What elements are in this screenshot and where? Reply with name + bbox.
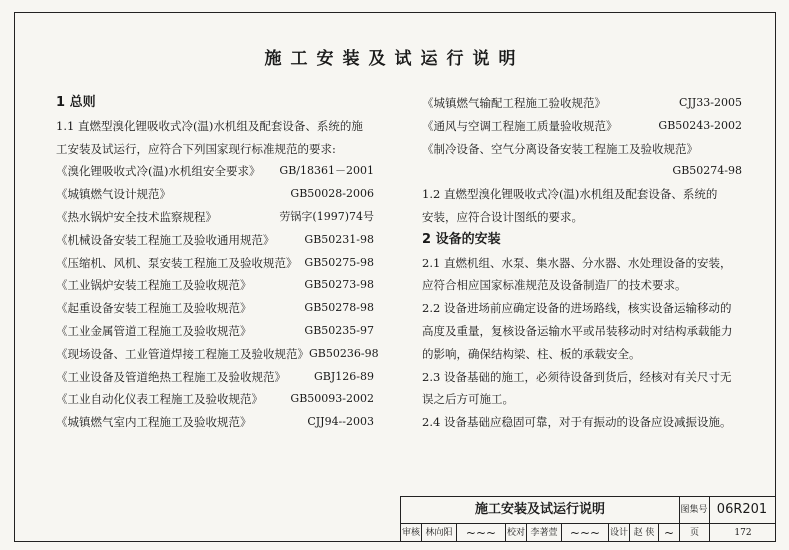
standard-code: CJJ33-2005 <box>679 96 742 109</box>
paragraph-line: 工安装及试运行，应符合下列国家现行标准规范的要求: <box>56 141 336 156</box>
atlas-label: 图集号 <box>679 497 710 523</box>
standard-name: 《现场设备、工业管道焊接工程施工及验收规范》 <box>56 346 309 361</box>
standard-code: GB50278-98 <box>304 301 374 315</box>
paragraph-line: 高度及重量，复核设备运输水平或吊装移动时对结构承载能力 <box>422 323 733 338</box>
reviewer-signature: ~~~ <box>457 524 506 542</box>
left-column <box>56 92 379 434</box>
paragraph-line: 安装，应符合设计图纸的要求。 <box>422 209 583 224</box>
standard-item <box>56 388 374 411</box>
right-column <box>422 92 742 434</box>
title-block-top-row <box>401 497 776 524</box>
standard-code: GB50275-98 <box>304 255 374 269</box>
standard-item <box>56 183 374 206</box>
standard-name: 《工业自动化仪表工程施工及验收规范》 <box>56 392 263 407</box>
paragraph-line: 1.2 直燃型溴化锂吸收式冷(温)水机组及配套设备、系统的 <box>422 187 718 202</box>
paragraph-line: 2.4 设备基础应稳固可靠，对于有振动的设备应设减振设施。 <box>422 415 732 430</box>
standard-code: 劳锅字(1997)74号 <box>279 209 374 223</box>
standard-item <box>56 160 374 183</box>
standard-item <box>56 411 374 434</box>
standard-item <box>56 320 374 343</box>
standard-name: 《城镇燃气室内工程施工及验收规范》 <box>56 415 252 430</box>
paragraph-line: 2.2 设备进场前应确定设备的进场路线，核实设备运输移动的 <box>422 301 732 316</box>
paragraph-line: 1.1 直燃型溴化锂吸收式冷(温)水机组及配套设备、系统的施 <box>56 118 363 133</box>
paragraph-line: 应符合相应国家标准规范及设备制造厂的技术要求。 <box>422 278 687 293</box>
standard-name: 《起重设备安装工程施工及验收规范》 <box>56 301 252 316</box>
standard-code: GBJ126-89 <box>314 369 374 383</box>
title-block <box>400 496 776 542</box>
standard-name: 《压缩机、风机、泵安装工程施工及验收规范》 <box>56 255 298 270</box>
standard-item <box>56 206 374 229</box>
page-number: 172 <box>734 528 752 538</box>
standard-item <box>56 343 379 366</box>
checker-signature: ~~~ <box>562 524 609 542</box>
standard-code: GB50235-97 <box>304 323 374 337</box>
standard-item <box>56 252 374 275</box>
standard-item <box>56 297 374 320</box>
standards-list <box>56 160 379 434</box>
standard-item <box>422 92 742 115</box>
standard-name: 《工业设备及管道绝热工程施工及验收规范》 <box>56 369 286 384</box>
drawing-name: 施工安装及试运行说明 <box>401 497 680 523</box>
standard-code: GB50093-2002 <box>290 392 374 406</box>
standard-name: 《机械设备安装工程施工及验收通用规范》 <box>56 232 275 247</box>
standard-item <box>422 115 742 138</box>
check-label: 校对 <box>506 524 527 542</box>
standard-code: GB50028-2006 <box>290 187 374 201</box>
standard-item <box>56 274 374 297</box>
standard-item <box>56 229 374 252</box>
section-heading-2: 2 设备的安装 <box>422 231 501 247</box>
paragraph-line: 2.1 直燃机组、水泵、集水器、分水器、水处理设备的安装， <box>422 255 732 270</box>
standard-name: 《制冷设备、空气分离设备安装工程施工及验收规范》 <box>422 141 698 156</box>
standard-name: 《工业金属管道工程施工及验收规范》 <box>56 323 252 338</box>
standard-code: GB50274-98 <box>672 164 742 178</box>
page-label: 页 <box>680 524 710 542</box>
atlas-number: 06R201 <box>716 502 768 517</box>
standard-code: GB50236-98 <box>309 346 379 360</box>
checker-name: 李著萱 <box>527 524 562 542</box>
designer-name: 赵 侠 <box>630 524 659 542</box>
standard-name: 《城镇燃气输配工程施工验收规范》 <box>422 96 606 110</box>
page-title: 施工安装及试运行说明 <box>264 49 525 69</box>
standard-code: GB50231-98 <box>304 232 374 246</box>
standard-code: GB50273-98 <box>304 278 374 292</box>
standard-code: GB/18361－2001 <box>279 164 374 178</box>
standard-code: GB50243-2002 <box>658 118 742 132</box>
section-heading-1: 1 总则 <box>56 95 96 110</box>
standard-name: 《城镇燃气设计规范》 <box>56 187 171 202</box>
paragraph-line: 的影响，确保结构梁、柱、板的承载安全。 <box>422 346 641 361</box>
standard-code: CJJ94--2003 <box>307 415 374 429</box>
standard-name: 《通风与空调工程施工质量验收规范》 <box>422 118 618 133</box>
design-label: 设计 <box>609 524 630 542</box>
standard-name: 《溴化锂吸收式冷(温)水机组安全要求》 <box>56 164 261 179</box>
standard-name: 《热水锅炉安全技术监察规程》 <box>56 209 217 224</box>
paragraph-line: 误之后方可施工。 <box>422 392 514 407</box>
designer-signature: ~ <box>659 524 680 542</box>
standard-item <box>56 366 374 389</box>
title-block-bottom-row <box>401 524 776 542</box>
paragraph-line: 2.3 设备基础的施工，必须待设备到货后，经核对有关尺寸无 <box>422 369 732 384</box>
standard-name: 《工业锅炉安装工程施工及验收规范》 <box>56 278 252 293</box>
review-label: 审核 <box>401 524 422 542</box>
reviewer-name: 林向阳 <box>422 524 457 542</box>
